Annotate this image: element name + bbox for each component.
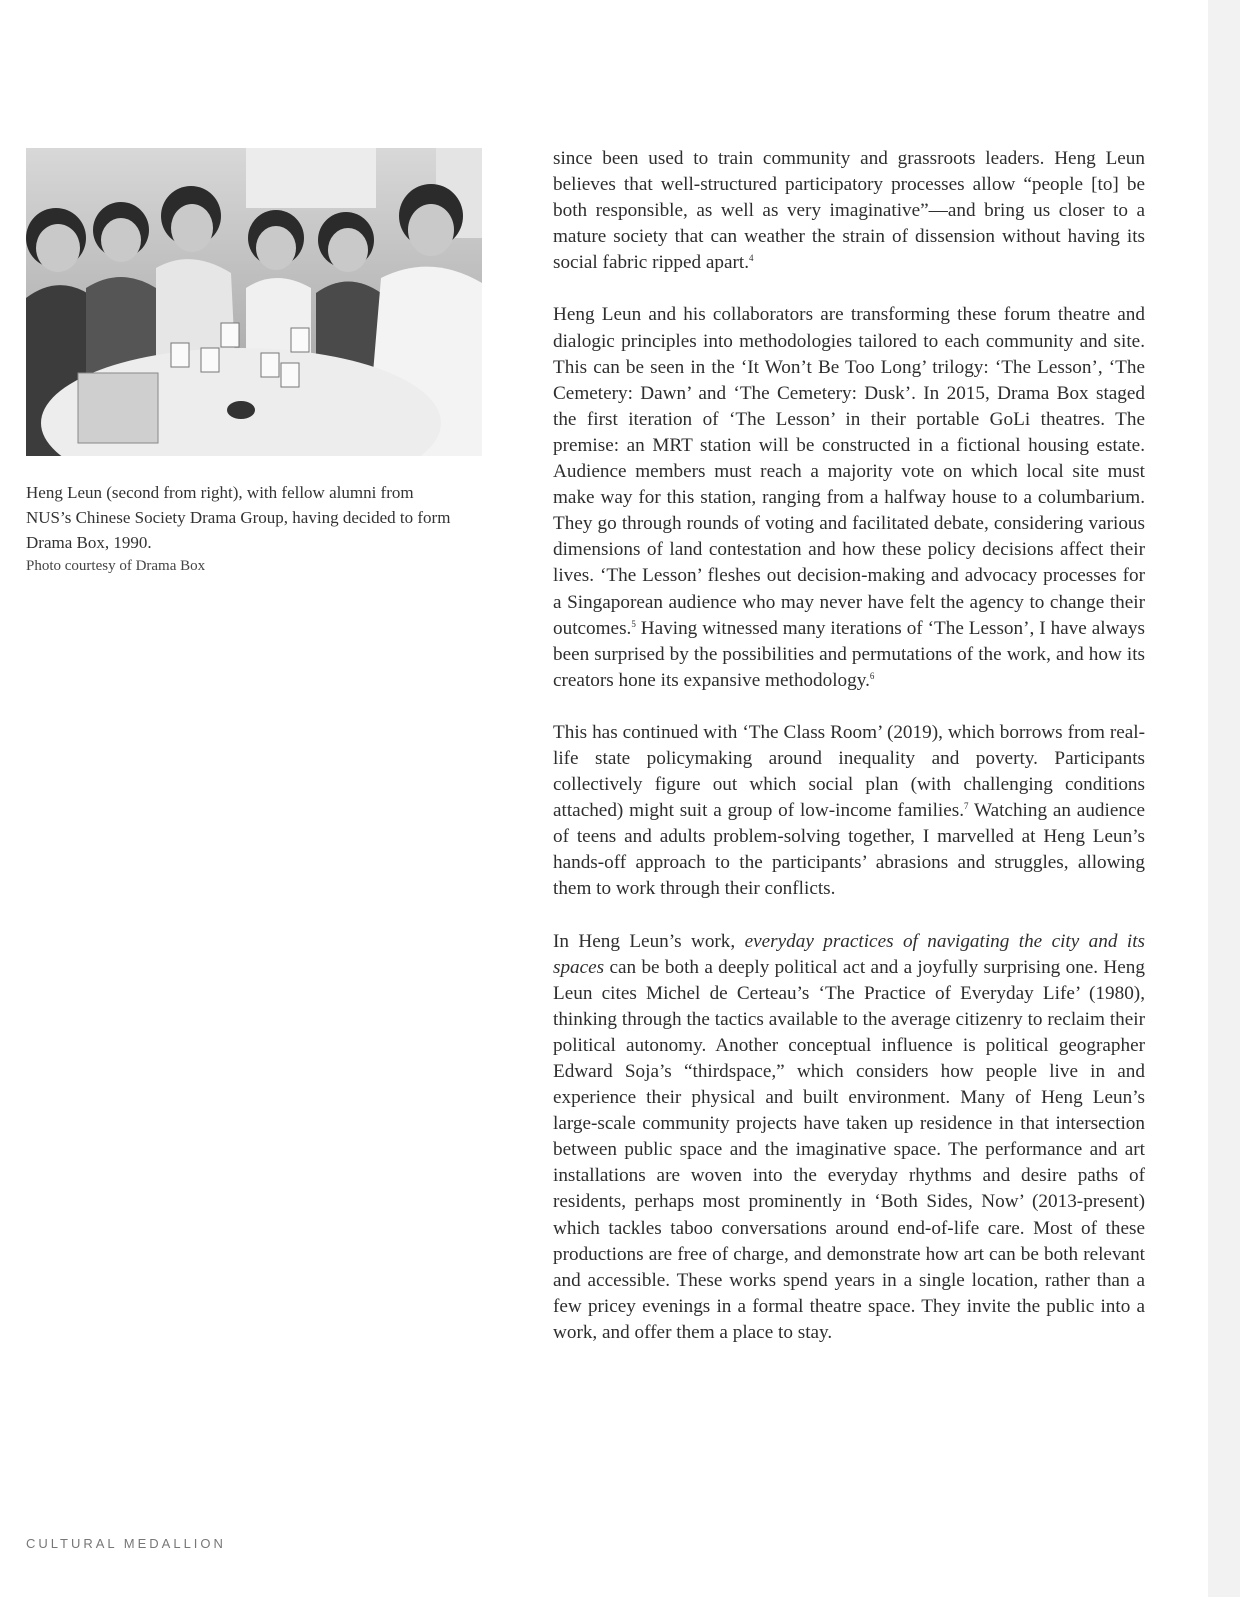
footnote-marker: 7 [964, 801, 969, 812]
photo-credit: Photo courtesy of Drama Box [26, 558, 206, 574]
paragraph-text: Watching an audience of teens and adults problem-solving together, I marvelled at Heng Leun’s hands-off approach to the participants’ abrasions and struggles, allowing them to work through their conflicts. [553, 800, 1145, 900]
paragraph-text: Heng Leun and his collaborators are transforming these forum theatre and dialogic principles into methodologies tailored to each community and site. This can be seen in the ‘It Won’t Be Too Long’ trilogy: ‘The Lesson’, ‘The Cemetery: Dawn’ and ‘The Cemetery: Dusk’. In 2015, Drama Box staged the first iteration of ‘The Lesson’ in their portable GoLi theatres. The premise: an MRT station will be constructed in a fictional housing estate. Audience members must reach a majority vote on which local site must make way for this station, ranging from a halfway house to a columbarium. They go through rounds of voting and facilitated debate, considering various dimensions of land contestation and how these policy decisions affect their lives. ‘The Lesson’ fleshes out decision-making and advocacy processes for a Singaporean audience who may never have felt the agency to change their outcomes. [553, 304, 1145, 639]
paragraph-text: since been used to train community and grassroots leaders. Heng Leun believes that well-structured participatory processes allow “people [to] be both responsible, as well as very imaginative”—and bring us closer to a mature society that can weather the strain of dissension without having its social fabric ripped apart. [553, 148, 1145, 274]
photo-caption: Heng Leun (second from right), with fellow alumni from NUS’s Chinese Society Drama Group, having decided to form Drama Box, 1990. [26, 483, 451, 552]
paragraph-text: In Heng Leun’s work, [553, 930, 745, 952]
paragraph [553, 929, 1145, 1347]
paragraph [553, 146, 1145, 276]
footnote-marker: 5 [631, 618, 636, 629]
paragraph-text: Having witnessed many iterations of ‘The Lesson’, I have always been surprised by the possibilities and permutations of the work, and how its creators hone its expansive methodology. [553, 617, 1145, 691]
italic-text: everyday practices of navigating the city and its spaces [553, 930, 1145, 978]
footnote-marker: 4 [749, 253, 754, 264]
footnote-marker: 6 [869, 670, 875, 681]
article-body [553, 146, 1145, 1372]
group-photo [26, 148, 482, 456]
paragraph-text: This has continued with ‘The Class Room’ (2019), which borrows from real-life state policymaking around inequality and poverty. Participants collectively figure out which social plan (with challenging conditions attached) might suit a group of low-income families. [553, 721, 1145, 822]
paragraph [553, 302, 1145, 693]
running-footer: CULTURAL MEDALLION [26, 1536, 226, 1551]
page-edge [1208, 0, 1240, 1597]
paragraph [553, 720, 1145, 903]
paragraph-text: can be both a deeply political act and a joyfully surprising one. Heng Leun cites Michel de Certeau’s ‘The Practice of Everyday Life’ (1980), thinking through the tactics available to the average citizenry to reclaim their political autonomy. Another conceptual influence is political geographer Edward Soja’s “thirdspace,” which considers how people live in and experience their physical and built environment. Many of Heng Leun’s large-scale community projects have taken up residence in that intersection between public space and the imaginative space. The performance and art installations are woven into the everyday rhythms and desire paths of residents, perhaps most prominently in ‘Both Sides, Now’ (2013-present) which tackles taboo conversations around end-of-life care. Most of these productions are free of charge, and demonstrate how art can be both relevant and accessible. These works spend years in a single location, rather than a few pricey evenings in a formal theatre space. They invite the public into a work, and offer them a place to stay. [553, 956, 1145, 1343]
